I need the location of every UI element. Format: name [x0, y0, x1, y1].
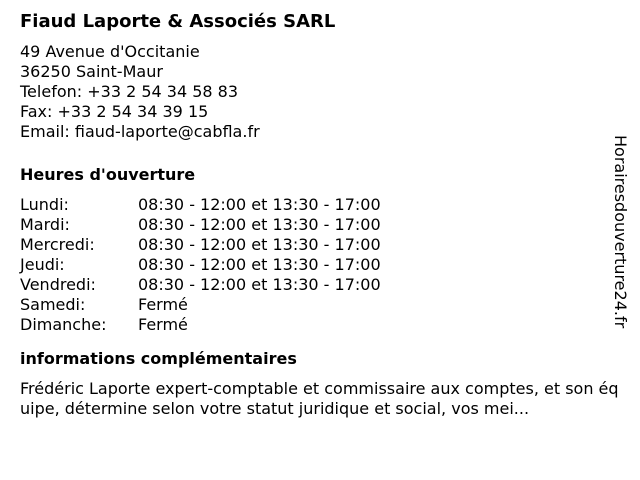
address-street: 49 Avenue d'Occitanie	[20, 42, 200, 61]
hours-value: 08:30 - 12:00 et 13:30 - 17:00	[138, 195, 381, 214]
fax-number: Fax: +33 2 54 34 39 15	[20, 102, 209, 121]
hours-row-tuesday	[20, 215, 610, 235]
day-label: Mardi:	[20, 215, 70, 234]
day-label: Lundi:	[20, 195, 69, 214]
opening-hours-heading: Heures d'ouverture	[20, 165, 196, 184]
additional-info-text: Frédéric Laporte expert-comptable et commissaire aux comptes, et son équipe, détermine selon votre statut juridique et social, vos mei...	[20, 379, 619, 418]
day-label: Samedi:	[20, 295, 86, 314]
hours-row-thursday	[20, 255, 610, 275]
business-name: Fiaud Laporte & Associés SARL	[20, 11, 336, 32]
business-card	[20, 10, 619, 419]
hours-row-friday	[20, 275, 610, 295]
day-label: Dimanche:	[20, 315, 107, 334]
hours-value: 08:30 - 12:00 et 13:30 - 17:00	[138, 275, 381, 294]
hours-value: Fermé	[138, 315, 188, 334]
site-watermark[interactable]: Horairesdouverture24.fr	[611, 135, 630, 329]
hours-value: Fermé	[138, 295, 188, 314]
day-label: Vendredi:	[20, 275, 96, 294]
hours-value: 08:30 - 12:00 et 13:30 - 17:00	[138, 255, 381, 274]
opening-hours-table	[20, 195, 610, 335]
address-city: 36250 Saint-Maur	[20, 62, 163, 81]
additional-info-heading: informations complémentaires	[20, 349, 297, 368]
hours-row-sunday	[20, 315, 610, 335]
hours-row-monday	[20, 195, 610, 215]
day-label: Mercredi:	[20, 235, 95, 254]
hours-value: 08:30 - 12:00 et 13:30 - 17:00	[138, 215, 381, 234]
hours-row-saturday	[20, 295, 610, 315]
hours-value: 08:30 - 12:00 et 13:30 - 17:00	[138, 235, 381, 254]
phone-number[interactable]: Telefon: +33 2 54 34 58 83	[20, 82, 239, 101]
email-address[interactable]: Email: fiaud-laporte@cabfla.fr	[20, 122, 260, 141]
hours-row-wednesday	[20, 235, 610, 255]
day-label: Jeudi:	[20, 255, 65, 274]
